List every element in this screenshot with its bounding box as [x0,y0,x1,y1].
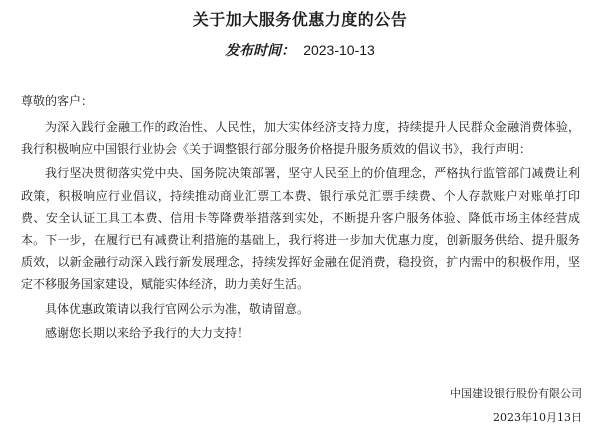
paragraph-policy: 具体优惠政策请以我行官网公示为准，敬请留意。 [45,301,310,316]
publish-time [0,40,600,60]
publish-time-label: 发布时间： [225,43,296,59]
greeting: 尊敬的客户： [21,94,94,108]
notice-body [21,116,580,346]
publish-time-value: 2023-10-13 [303,42,375,58]
notice-title: 关于加大服务优惠力度的公告 [192,10,408,29]
signature: 中国建设银行股份有限公司 [450,387,582,400]
paragraph-thanks: 感谢您长期以来给予我行的大力支持！ [45,325,250,340]
paragraph-commitment: 我行坚决贯彻落实党中央、国务院决策部署，坚守人民至上的价值理念，严格执行监管部门减费让利政策，积极响应行业倡议，持续推动商业汇票工本费、银行承兑汇票手续费、个人存款账户对账单打印费、安全认证工具工本费、信用卡等降费举措落到实处，不断提升客户服务体验、降低市场主体经营成本。下一步，在履行已有减费让利措施的基础上，我行将进一步加大优惠力度，创新服务供给、提升服务质效，以新金融行动深入践行新发展理念，持续发挥好金融在促消费，稳投资，扩内需中的积极作用，坚定不移服务国家建设，赋能实体经济，助力美好生活。 [21,166,580,292]
signature-date: 2023年10月13日 [493,411,582,424]
paragraph-intro: 为深入践行金融工作的政治性、人民性，加大实体经济支持力度，持续提升人民群众金融消费体验，我行积极响应中国银行业协会《关于调整银行部分服务价格提升服务质效的倡议书》，我行声明： [21,120,580,157]
